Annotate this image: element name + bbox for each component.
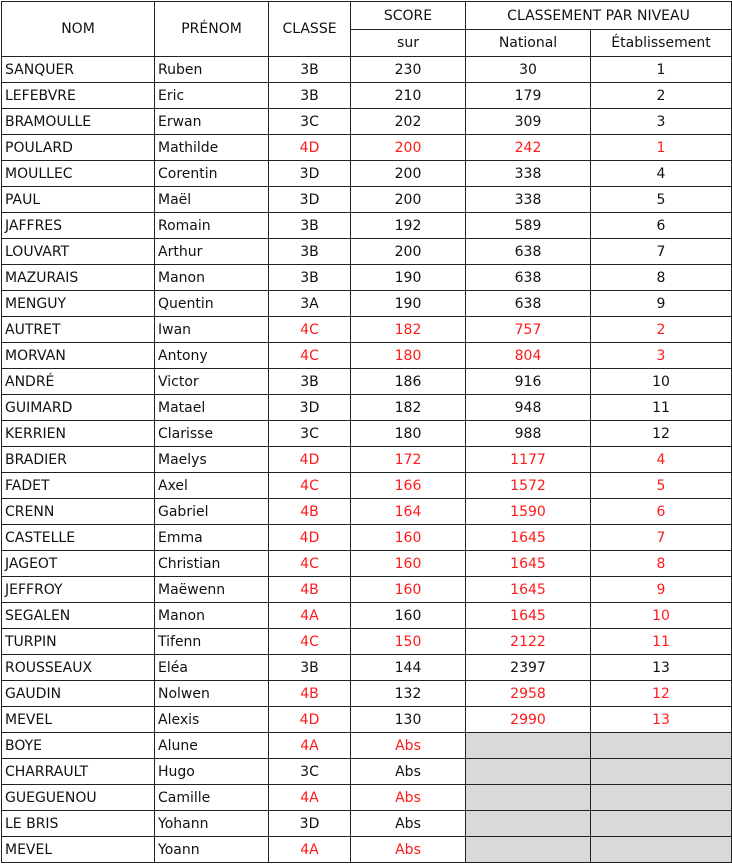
cell-etablissement: 6	[591, 499, 732, 525]
cell-nom: GAUDIN	[2, 681, 155, 707]
cell-nom: PAUL	[2, 187, 155, 213]
cell-prenom: Arthur	[155, 239, 269, 265]
table-row	[2, 681, 732, 707]
cell-score: 166	[351, 473, 466, 499]
cell-national: 2397	[466, 655, 591, 681]
cell-classe: 3D	[269, 161, 351, 187]
table-row	[2, 551, 732, 577]
cell-nom: BRADIER	[2, 447, 155, 473]
cell-prenom: Maëwenn	[155, 577, 269, 603]
table-row	[2, 603, 732, 629]
cell-national: 1645	[466, 551, 591, 577]
cell-nom: LE BRIS	[2, 811, 155, 837]
cell-classe: 4B	[269, 499, 351, 525]
cell-etablissement: 13	[591, 707, 732, 733]
cell-score: Abs	[351, 733, 466, 759]
cell-nom: GUIMARD	[2, 395, 155, 421]
cell-score: 230	[351, 57, 466, 83]
cell-score: 180	[351, 343, 466, 369]
cell-score: 190	[351, 291, 466, 317]
table-row	[2, 291, 732, 317]
cell-score: 186	[351, 369, 466, 395]
cell-score: Abs	[351, 837, 466, 863]
cell-national: 2122	[466, 629, 591, 655]
cell-etablissement: 6	[591, 213, 732, 239]
cell-national: 988	[466, 421, 591, 447]
cell-classe: 4A	[269, 603, 351, 629]
cell-score: 160	[351, 577, 466, 603]
table-row	[2, 733, 732, 759]
cell-nom: GUEGUENOU	[2, 785, 155, 811]
cell-national: 638	[466, 265, 591, 291]
cell-national: 1645	[466, 525, 591, 551]
cell-national: 1645	[466, 577, 591, 603]
cell-etablissement: 9	[591, 577, 732, 603]
cell-classe: 3B	[269, 213, 351, 239]
cell-prenom: Camille	[155, 785, 269, 811]
cell-etablissement: 12	[591, 681, 732, 707]
cell-etablissement: 13	[591, 655, 732, 681]
cell-classe: 3B	[269, 57, 351, 83]
header-classe: CLASSE	[269, 2, 351, 57]
cell-prenom: Yohann	[155, 811, 269, 837]
cell-etablissement: 10	[591, 603, 732, 629]
cell-classe: 3D	[269, 395, 351, 421]
cell-nom: SEGALEN	[2, 603, 155, 629]
cell-etablissement: 4	[591, 161, 732, 187]
table-row	[2, 629, 732, 655]
header-score: SCORE	[351, 2, 466, 30]
cell-prenom: Clarisse	[155, 421, 269, 447]
cell-nom: MEVEL	[2, 837, 155, 863]
cell-national	[466, 837, 591, 863]
cell-prenom: Corentin	[155, 161, 269, 187]
cell-prenom: Mathilde	[155, 135, 269, 161]
cell-etablissement: 5	[591, 187, 732, 213]
cell-prenom: Iwan	[155, 317, 269, 343]
cell-score: 200	[351, 161, 466, 187]
cell-score: 160	[351, 551, 466, 577]
cell-national: 338	[466, 161, 591, 187]
cell-classe: 3B	[269, 265, 351, 291]
cell-national: 1590	[466, 499, 591, 525]
cell-national: 1572	[466, 473, 591, 499]
cell-national: 589	[466, 213, 591, 239]
cell-score: Abs	[351, 785, 466, 811]
cell-classe: 4B	[269, 681, 351, 707]
cell-prenom: Ruben	[155, 57, 269, 83]
cell-classe: 4C	[269, 473, 351, 499]
cell-prenom: Yoann	[155, 837, 269, 863]
table-row	[2, 369, 732, 395]
cell-classe: 3D	[269, 187, 351, 213]
cell-prenom: Alexis	[155, 707, 269, 733]
cell-score: 150	[351, 629, 466, 655]
cell-classe: 3C	[269, 421, 351, 447]
cell-prenom: Gabriel	[155, 499, 269, 525]
cell-etablissement: 2	[591, 83, 732, 109]
cell-prenom: Tifenn	[155, 629, 269, 655]
cell-nom: LOUVART	[2, 239, 155, 265]
cell-nom: TURPIN	[2, 629, 155, 655]
table-row	[2, 577, 732, 603]
cell-nom: MOULLEC	[2, 161, 155, 187]
cell-prenom: Christian	[155, 551, 269, 577]
table-row	[2, 135, 732, 161]
table-row	[2, 525, 732, 551]
cell-etablissement: 11	[591, 629, 732, 655]
cell-score: 182	[351, 395, 466, 421]
cell-classe: 4A	[269, 837, 351, 863]
cell-nom: BRAMOULLE	[2, 109, 155, 135]
cell-prenom: Eric	[155, 83, 269, 109]
cell-score: 172	[351, 447, 466, 473]
cell-national: 948	[466, 395, 591, 421]
cell-national: 242	[466, 135, 591, 161]
cell-national	[466, 759, 591, 785]
cell-nom: MEVEL	[2, 707, 155, 733]
cell-prenom: Emma	[155, 525, 269, 551]
cell-nom: KERRIEN	[2, 421, 155, 447]
table-row	[2, 395, 732, 421]
cell-nom: ROUSSEAUX	[2, 655, 155, 681]
cell-national: 1177	[466, 447, 591, 473]
cell-prenom: Maël	[155, 187, 269, 213]
cell-prenom: Axel	[155, 473, 269, 499]
cell-etablissement	[591, 733, 732, 759]
header-score-sub: sur	[351, 30, 466, 57]
cell-classe: 4A	[269, 785, 351, 811]
cell-nom: JAGEOT	[2, 551, 155, 577]
cell-nom: JEFFROY	[2, 577, 155, 603]
cell-classe: 4C	[269, 317, 351, 343]
cell-etablissement: 8	[591, 265, 732, 291]
cell-etablissement: 10	[591, 369, 732, 395]
cell-etablissement: 3	[591, 109, 732, 135]
cell-national: 179	[466, 83, 591, 109]
cell-etablissement	[591, 837, 732, 863]
table-row	[2, 109, 732, 135]
table-row	[2, 655, 732, 681]
cell-classe: 4B	[269, 577, 351, 603]
cell-etablissement	[591, 785, 732, 811]
cell-etablissement: 8	[591, 551, 732, 577]
cell-nom: AUTRET	[2, 317, 155, 343]
cell-national: 2958	[466, 681, 591, 707]
cell-score: 190	[351, 265, 466, 291]
cell-national: 30	[466, 57, 591, 83]
cell-score: 200	[351, 187, 466, 213]
cell-prenom: Victor	[155, 369, 269, 395]
table-row	[2, 265, 732, 291]
cell-score: 160	[351, 603, 466, 629]
cell-score: 202	[351, 109, 466, 135]
results-table	[1, 1, 732, 863]
table-row	[2, 187, 732, 213]
table-row	[2, 421, 732, 447]
cell-nom: CASTELLE	[2, 525, 155, 551]
cell-nom: SANQUER	[2, 57, 155, 83]
cell-score: 180	[351, 421, 466, 447]
cell-score: 182	[351, 317, 466, 343]
cell-classe: 3D	[269, 811, 351, 837]
cell-prenom: Antony	[155, 343, 269, 369]
cell-national: 638	[466, 239, 591, 265]
cell-classe: 4D	[269, 447, 351, 473]
cell-classe: 4A	[269, 733, 351, 759]
cell-score: 200	[351, 135, 466, 161]
cell-prenom: Eléa	[155, 655, 269, 681]
table-row	[2, 707, 732, 733]
header-national: National	[466, 30, 591, 57]
cell-classe: 3B	[269, 369, 351, 395]
table-row	[2, 57, 732, 83]
cell-prenom: Nolwen	[155, 681, 269, 707]
cell-etablissement: 7	[591, 239, 732, 265]
cell-nom: POULARD	[2, 135, 155, 161]
cell-classe: 3A	[269, 291, 351, 317]
header-nom: NOM	[2, 2, 155, 57]
cell-national: 757	[466, 317, 591, 343]
cell-etablissement: 9	[591, 291, 732, 317]
cell-nom: ANDRÉ	[2, 369, 155, 395]
cell-classe: 3C	[269, 759, 351, 785]
cell-national	[466, 811, 591, 837]
cell-nom: JAFFRES	[2, 213, 155, 239]
table-row	[2, 759, 732, 785]
cell-score: Abs	[351, 811, 466, 837]
cell-score: 164	[351, 499, 466, 525]
cell-national: 2990	[466, 707, 591, 733]
header-classement: CLASSEMENT PAR NIVEAU	[466, 2, 732, 30]
cell-prenom: Alune	[155, 733, 269, 759]
cell-prenom: Maelys	[155, 447, 269, 473]
table-row	[2, 213, 732, 239]
cell-classe: 4C	[269, 629, 351, 655]
cell-score: 130	[351, 707, 466, 733]
table-row	[2, 837, 732, 863]
cell-nom: MORVAN	[2, 343, 155, 369]
table-row	[2, 473, 732, 499]
cell-prenom: Hugo	[155, 759, 269, 785]
cell-national: 638	[466, 291, 591, 317]
cell-nom: BOYE	[2, 733, 155, 759]
cell-score: 144	[351, 655, 466, 681]
cell-prenom: Matael	[155, 395, 269, 421]
cell-classe: 4D	[269, 707, 351, 733]
cell-etablissement: 7	[591, 525, 732, 551]
cell-score: Abs	[351, 759, 466, 785]
table-row	[2, 811, 732, 837]
table-row	[2, 499, 732, 525]
table-row	[2, 239, 732, 265]
cell-nom: MENGUY	[2, 291, 155, 317]
cell-national: 804	[466, 343, 591, 369]
cell-nom: MAZURAIS	[2, 265, 155, 291]
cell-national	[466, 785, 591, 811]
cell-classe: 4D	[269, 135, 351, 161]
cell-prenom: Manon	[155, 603, 269, 629]
cell-nom: CRENN	[2, 499, 155, 525]
cell-national	[466, 733, 591, 759]
cell-classe: 4C	[269, 343, 351, 369]
cell-score: 192	[351, 213, 466, 239]
cell-score: 210	[351, 83, 466, 109]
cell-classe: 3B	[269, 655, 351, 681]
cell-prenom: Manon	[155, 265, 269, 291]
table-row	[2, 785, 732, 811]
table-row	[2, 343, 732, 369]
cell-classe: 3C	[269, 109, 351, 135]
table-row	[2, 317, 732, 343]
cell-etablissement: 1	[591, 135, 732, 161]
cell-classe: 4C	[269, 551, 351, 577]
cell-score: 200	[351, 239, 466, 265]
cell-national: 338	[466, 187, 591, 213]
table-row	[2, 447, 732, 473]
cell-etablissement: 12	[591, 421, 732, 447]
cell-prenom: Erwan	[155, 109, 269, 135]
cell-national: 1645	[466, 603, 591, 629]
cell-etablissement: 4	[591, 447, 732, 473]
cell-national: 916	[466, 369, 591, 395]
cell-score: 160	[351, 525, 466, 551]
header-prenom: PRÉNOM	[155, 2, 269, 57]
cell-classe: 4D	[269, 525, 351, 551]
cell-prenom: Quentin	[155, 291, 269, 317]
cell-etablissement: 5	[591, 473, 732, 499]
cell-score: 132	[351, 681, 466, 707]
cell-etablissement	[591, 759, 732, 785]
cell-prenom: Romain	[155, 213, 269, 239]
cell-etablissement: 2	[591, 317, 732, 343]
cell-nom: CHARRAULT	[2, 759, 155, 785]
cell-classe: 3B	[269, 83, 351, 109]
table-row	[2, 83, 732, 109]
cell-etablissement	[591, 811, 732, 837]
cell-nom: FADET	[2, 473, 155, 499]
cell-nom: LEFEBVRE	[2, 83, 155, 109]
cell-etablissement: 3	[591, 343, 732, 369]
cell-classe: 3B	[269, 239, 351, 265]
header-etablissement: Établissement	[591, 30, 732, 57]
cell-etablissement: 1	[591, 57, 732, 83]
table-row	[2, 161, 732, 187]
cell-etablissement: 11	[591, 395, 732, 421]
cell-national: 309	[466, 109, 591, 135]
